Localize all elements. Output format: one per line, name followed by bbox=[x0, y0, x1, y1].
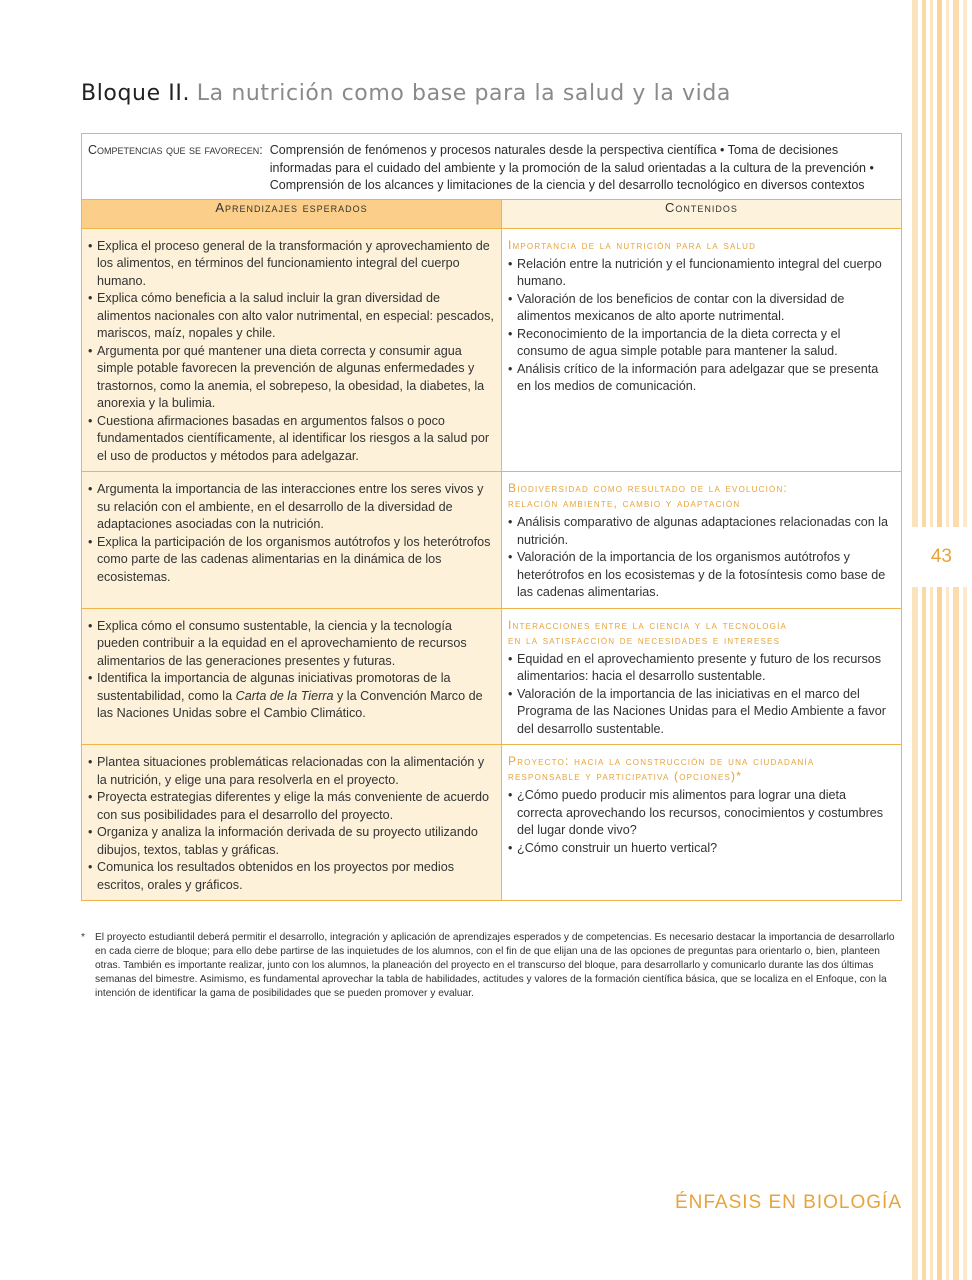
text-fragment: y la Convención Marco de las Naciones Unidas sobre el Cambio Climático. bbox=[97, 688, 483, 720]
contenido-title bbox=[508, 754, 891, 784]
contents-table bbox=[81, 133, 902, 901]
footer-section-label: ÉNFASIS EN BIOLOGÍA bbox=[674, 1192, 902, 1213]
contenido-title-line: Proyecto: hacia la construcción de una ciudadanía bbox=[508, 754, 815, 768]
table-row bbox=[82, 745, 902, 901]
contenido-title bbox=[508, 481, 891, 511]
list-item: • Argumenta la importancia de las interacciones entre los seres vivos y su relación con el ambiente, en el desarrollo de la diversidad de adaptaciones asociadas con la nutrición. bbox=[88, 481, 497, 534]
contenidos-cell bbox=[502, 608, 902, 745]
aprendizajes-cell bbox=[82, 472, 502, 609]
footnote-marker: * bbox=[81, 932, 85, 943]
list-item: • Relación entre la nutrición y el funcionamiento integral del cuerpo humano. bbox=[508, 256, 891, 291]
list-item bbox=[88, 670, 497, 723]
text-fragment: Identifica la importancia de algunas iniciativas promotoras de la sustentabilidad, como la bbox=[97, 671, 451, 703]
list-item: • Equidad en el aprovechamiento presente y futuro de los recursos alimentarios: hacia el desarrollo sustentable. bbox=[508, 651, 891, 686]
competencias-text: Comprensión de fenómenos y procesos naturales desde la perspectiva científica • Toma de decisiones informadas para el cuidado del ambiente y la promoción de la salud orientadas a la cultura de la prevención • Comprensión de los alcances y limitaciones de la ciencia y del desarrollo tecnológico en diversos contextos bbox=[269, 143, 874, 192]
competencias-label: Competencias que se favorecen: bbox=[88, 143, 263, 157]
text-fragment-italic: Carta de la Tierra bbox=[235, 688, 334, 703]
header-contenidos: Contenidos bbox=[502, 199, 902, 228]
footnote-text: El proyecto estudiantil deberá permitir el desarrollo, integración y aplicación de aprendizajes esperados y de competencias. Es necesario destacar la importancia de desarrollarlo en cada cierre de bloque; para ello debe partirse de las inquietudes de los alumnos, con el fin de que elijan una de las opciones de preguntas para orientarlo o, bien, planteen otras. También es importante realizar, junto con los alumnos, la planeación del proyecto en el transcurso del bloque, para desarrollarlo y comunicarlo durante las dos últimas semanas del bimestre. Asimismo, es fundamental aprovechar la tabla de habilidades, actitudes y valores de la formación científica básica, que se localiza en el Enfoque, con la intención de identificar la gama de posibilidades que se pueden promover y evaluar. bbox=[95, 932, 895, 999]
list-item: • Comunica los resultados obtenidos en los proyectos por medios escritos, orales y gráficos. bbox=[88, 859, 497, 894]
list-item: • ¿Cómo construir un huerto vertical? bbox=[508, 840, 891, 858]
contenido-title-line: responsable y participativa (opciones)* bbox=[508, 769, 743, 783]
table-row bbox=[82, 472, 902, 609]
contenido-title-line: relación ambiente, cambio y adaptación bbox=[508, 496, 741, 510]
list-item: • Explica cómo el consumo sustentable, la ciencia y la tecnología pueden contribuir a la equidad en el aprovechamiento de recursos alimentarios de las generaciones presentes y futuras. bbox=[88, 618, 497, 671]
list-item: • Proyecta estrategias diferentes y elige la más conveniente de acuerdo con sus posibilidades para el desarrollo del proyecto. bbox=[88, 789, 497, 824]
contenido-title-line: en la satisfacción de necesidades e intereses bbox=[508, 632, 781, 647]
page-title bbox=[81, 80, 731, 106]
table-row bbox=[82, 608, 902, 745]
list-item: • Cuestiona afirmaciones basadas en argumentos falsos o poco fundamentados científicamente, al identificar los riesgos a la salud por el uso de productos y métodos para adelgazar. bbox=[88, 413, 497, 466]
list-item: • Valoración de los beneficios de contar con la diversidad de alimentos mexicanos de alto aporte nutrimental. bbox=[508, 291, 891, 326]
table-row bbox=[82, 228, 902, 472]
aprendizajes-cell bbox=[82, 608, 502, 745]
decorative-stripes bbox=[912, 0, 972, 1280]
list-item: • Análisis crítico de la información para adelgazar que se presenta en los medios de comunicación. bbox=[508, 361, 891, 396]
page-number: 43 bbox=[930, 546, 952, 567]
contenidos-cell bbox=[502, 472, 902, 609]
contenido-title bbox=[508, 618, 891, 648]
header-aprendizajes: Aprendizajes esperados bbox=[82, 199, 502, 228]
list-item: • ¿Cómo puedo producir mis alimentos para lograr una dieta correcta aprovechando los recursos, conocimientos y costumbres del lugar donde vivo? bbox=[508, 787, 891, 840]
contenidos-cell bbox=[502, 228, 902, 472]
list-item: • Explica la participación de los organismos autótrofos y los heterótrofos como parte de las cadenas alimentarias en la dinámica de los ecosistemas. bbox=[88, 534, 497, 587]
list-item: • Explica el proceso general de la transformación y aprovechamiento de los alimentos, en términos del funcionamiento integral del cuerpo humano. bbox=[88, 238, 497, 291]
list-item: • Análisis comparativo de algunas adaptaciones relacionadas con la nutrición. bbox=[508, 514, 891, 549]
contenidos-cell bbox=[502, 745, 902, 901]
contenido-title-line: Biodiversidad como resultado de la evolución: bbox=[508, 481, 788, 495]
competencias-cell bbox=[82, 134, 902, 200]
list-item: • Explica cómo beneficia a la salud incluir la gran diversidad de alimentos nacionales con alto valor nutrimental, en especial: pescados, mariscos, maíz, nopales y chile. bbox=[88, 290, 497, 343]
block-label: Bloque II. bbox=[81, 81, 191, 106]
block-title: La nutrición como base para la salud y la vida bbox=[196, 81, 731, 106]
list-item: • Organiza y analiza la información derivada de su proyecto utilizando dibujos, textos, tablas y gráficas. bbox=[88, 824, 497, 859]
aprendizajes-cell bbox=[82, 745, 502, 901]
contenido-title: Importancia de la nutrición para la salud bbox=[508, 237, 757, 252]
footnote bbox=[81, 931, 902, 1001]
list-item: • Plantea situaciones problemáticas relacionadas con la alimentación y la nutrición, y elige una para resolverla en el proyecto. bbox=[88, 754, 497, 789]
list-item: • Argumenta por qué mantener una dieta correcta y consumir agua simple potable favorecen la prevención de algunas enfermedades y trastornos, como la anemia, el sobrepeso, la obesidad, la diabetes, la anorexia y la bulimia. bbox=[88, 343, 497, 413]
list-item: • Reconocimiento de la importancia de la dieta correcta y el consumo de agua simple potable para mantener la salud. bbox=[508, 326, 891, 361]
list-item: • Valoración de la importancia de los organismos autótrofos y heterótrofos en los ecosistemas y de la fotosíntesis como base de las cadenas alimentarias. bbox=[508, 549, 891, 602]
list-item: • Valoración de la importancia de las iniciativas en el marco del Programa de las Naciones Unidas para el Medio Ambiente a favor del desarrollo sustentable. bbox=[508, 686, 891, 739]
aprendizajes-cell bbox=[82, 228, 502, 472]
contenido-title-line: Interacciones entre la ciencia y la tecnología bbox=[508, 617, 788, 632]
